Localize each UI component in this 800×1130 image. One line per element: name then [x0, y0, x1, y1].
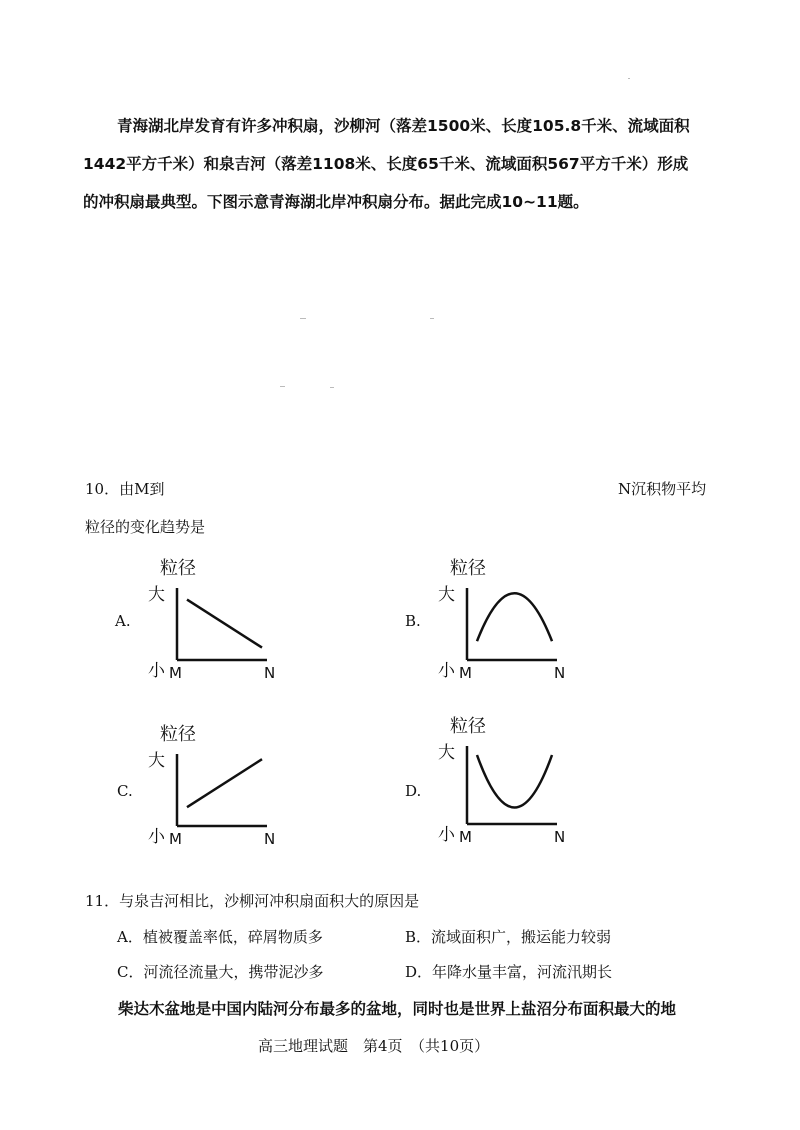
- x-label-left: M: [459, 664, 472, 680]
- y-label-bottom: 小: [148, 661, 165, 680]
- scan-speck: [330, 387, 334, 388]
- series-line: [477, 755, 552, 808]
- option-a-label: A.: [115, 612, 131, 630]
- page-footer: 高三地理试题 第4页 （共10页）: [258, 1037, 490, 1055]
- x-label-right: N: [264, 830, 276, 846]
- x-label-right: N: [264, 664, 276, 680]
- q11-option-a: A．植被覆盖率低，碎屑物质多: [117, 928, 323, 946]
- y-label-top: 大: [438, 743, 455, 763]
- x-label-right: N: [554, 664, 566, 680]
- option-b-label: B.: [405, 612, 421, 630]
- chart-title: 粒径: [160, 558, 196, 579]
- chart-title: 粒径: [450, 716, 486, 737]
- x-label-left: M: [169, 664, 182, 680]
- scan-speck: [430, 318, 434, 319]
- next-passage-line: 柴达木盆地是中国内陆河分布最多的盆地，同时也是世界上盐沼分布面积最大的地: [118, 1000, 677, 1018]
- chart-b: [430, 550, 570, 680]
- intro-line-3: 的冲积扇最典型。下图示意青海湖北岸冲积扇分布。据此完成10~11题。: [83, 193, 589, 211]
- option-d-label: D.: [405, 782, 422, 800]
- y-label-top: 大: [148, 751, 165, 771]
- q10-stem-right: N沉积物平均: [618, 480, 707, 498]
- x-label-right: N: [554, 828, 566, 844]
- series-line: [187, 600, 262, 648]
- y-label-bottom: 小: [438, 661, 455, 680]
- intro-line-2: 1442平方千米）和泉吉河（落差1108米、长度65千米、流域面积567平方千米）形成: [83, 155, 689, 173]
- q11-option-d: D．年降水量丰富，河流汛期长: [405, 963, 613, 981]
- chart-c: [140, 716, 280, 846]
- scan-speck: [628, 78, 630, 79]
- x-label-left: M: [459, 828, 472, 844]
- series-line: [477, 593, 552, 641]
- chart-d: [430, 708, 570, 844]
- y-label-top: 大: [438, 585, 455, 605]
- chart-title: 粒径: [160, 724, 196, 745]
- scan-speck: [300, 318, 306, 319]
- x-label-left: M: [169, 830, 182, 846]
- intro-line-1: 青海湖北岸发育有许多冲积扇，沙柳河（落差1500米、长度105.8千米、流域面积: [117, 117, 690, 135]
- q10-stem-line2: 粒径的变化趋势是: [85, 518, 206, 536]
- q11-option-b: B．流域面积广，搬运能力较弱: [405, 928, 612, 946]
- q11-stem: 11．与泉吉河相比，沙柳河冲积扇面积大的原因是: [85, 892, 420, 910]
- y-label-bottom: 小: [438, 825, 455, 844]
- q11-option-c: C．河流径流量大，携带泥沙多: [117, 963, 324, 981]
- y-label-bottom: 小: [148, 827, 165, 846]
- chart-title: 粒径: [450, 558, 486, 579]
- y-label-top: 大: [148, 585, 165, 605]
- scan-speck: [280, 386, 285, 387]
- series-line: [187, 759, 262, 807]
- chart-a: [140, 550, 280, 680]
- option-c-label: C.: [117, 782, 133, 800]
- q10-stem-left: 10．由M到: [85, 480, 165, 498]
